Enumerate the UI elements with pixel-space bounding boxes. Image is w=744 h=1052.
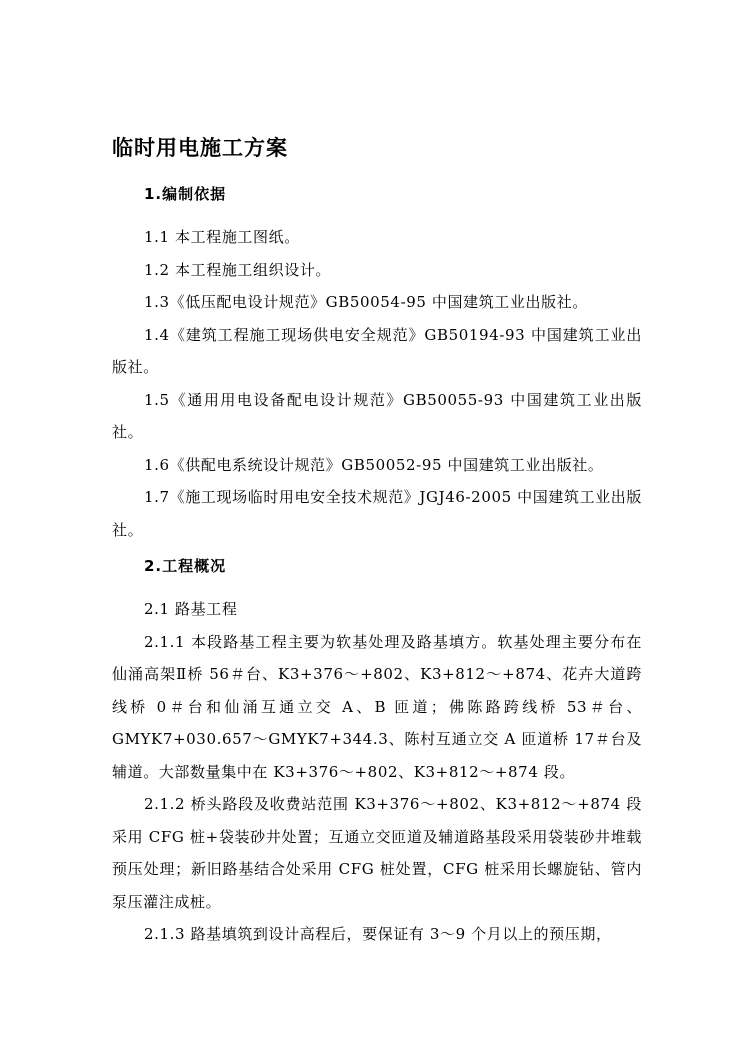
paragraph: 1.7《施工现场临时用电安全技术规范》JGJ46-2005 中国建筑工业出版社。: [112, 488, 642, 539]
paragraph: 1.4《建筑工程施工现场供电安全规范》GB50194-93 中国建筑工业出版社。: [112, 325, 642, 376]
section-overview: [112, 556, 642, 951]
section-heading: 2.工程概况: [144, 557, 227, 575]
paragraph: 2.1 路基工程: [144, 600, 238, 618]
paragraph: 1.1 本工程施工图纸。: [144, 228, 300, 246]
paragraph: 2.1.1 本段路基工程主要为软基处理及路基填方。软基处理主要分布在仙涌高架Ⅱ桥 56＃台、K3+376～+802、K3+812～+874、花卉大道跨线桥 0＃台和仙涌互通立交 A、B 匝道；佛陈路跨线桥 53＃台、GMYK7+030.657～GMYK7+344.3、陈村互通立交 A 匝道桥 17＃台及辅道。大部数量集中在 K3+376～+802、K3+812～+874 段。: [112, 632, 642, 781]
section-heading: 1.编制依据: [144, 185, 227, 203]
section-basis: [112, 184, 642, 546]
paragraph: 2.1.2 桥头路段及收费站范围 K3+376～+802、K3+812～+874 段采用 CFG 桩+袋装砂井处置；互通立交匝道及辅道路基段采用袋装砂井堆载预压处理；新旧路基结合处采用 CFG 桩处置，CFG 桩采用长螺旋钻、管内泵压灌注成桩。: [112, 795, 642, 911]
paragraph: 1.5《通用用电设备配电设计规范》GB50055-93 中国建筑工业出版社。: [112, 390, 642, 441]
paragraph: 2.1.3 路基填筑到设计高程后，要保证有 3～9 个月以上的预压期，: [144, 925, 612, 943]
document-title: 临时用电施工方案: [112, 136, 288, 160]
paragraph: 1.2 本工程施工组织设计。: [144, 260, 332, 279]
paragraph: 1.3《低压配电设计规范》GB50054-95 中国建筑工业出版社。: [144, 293, 588, 311]
paragraph: 1.6《供配电系统设计规范》GB50052-95 中国建筑工业出版社。: [144, 455, 604, 474]
document-page: [112, 120, 642, 951]
